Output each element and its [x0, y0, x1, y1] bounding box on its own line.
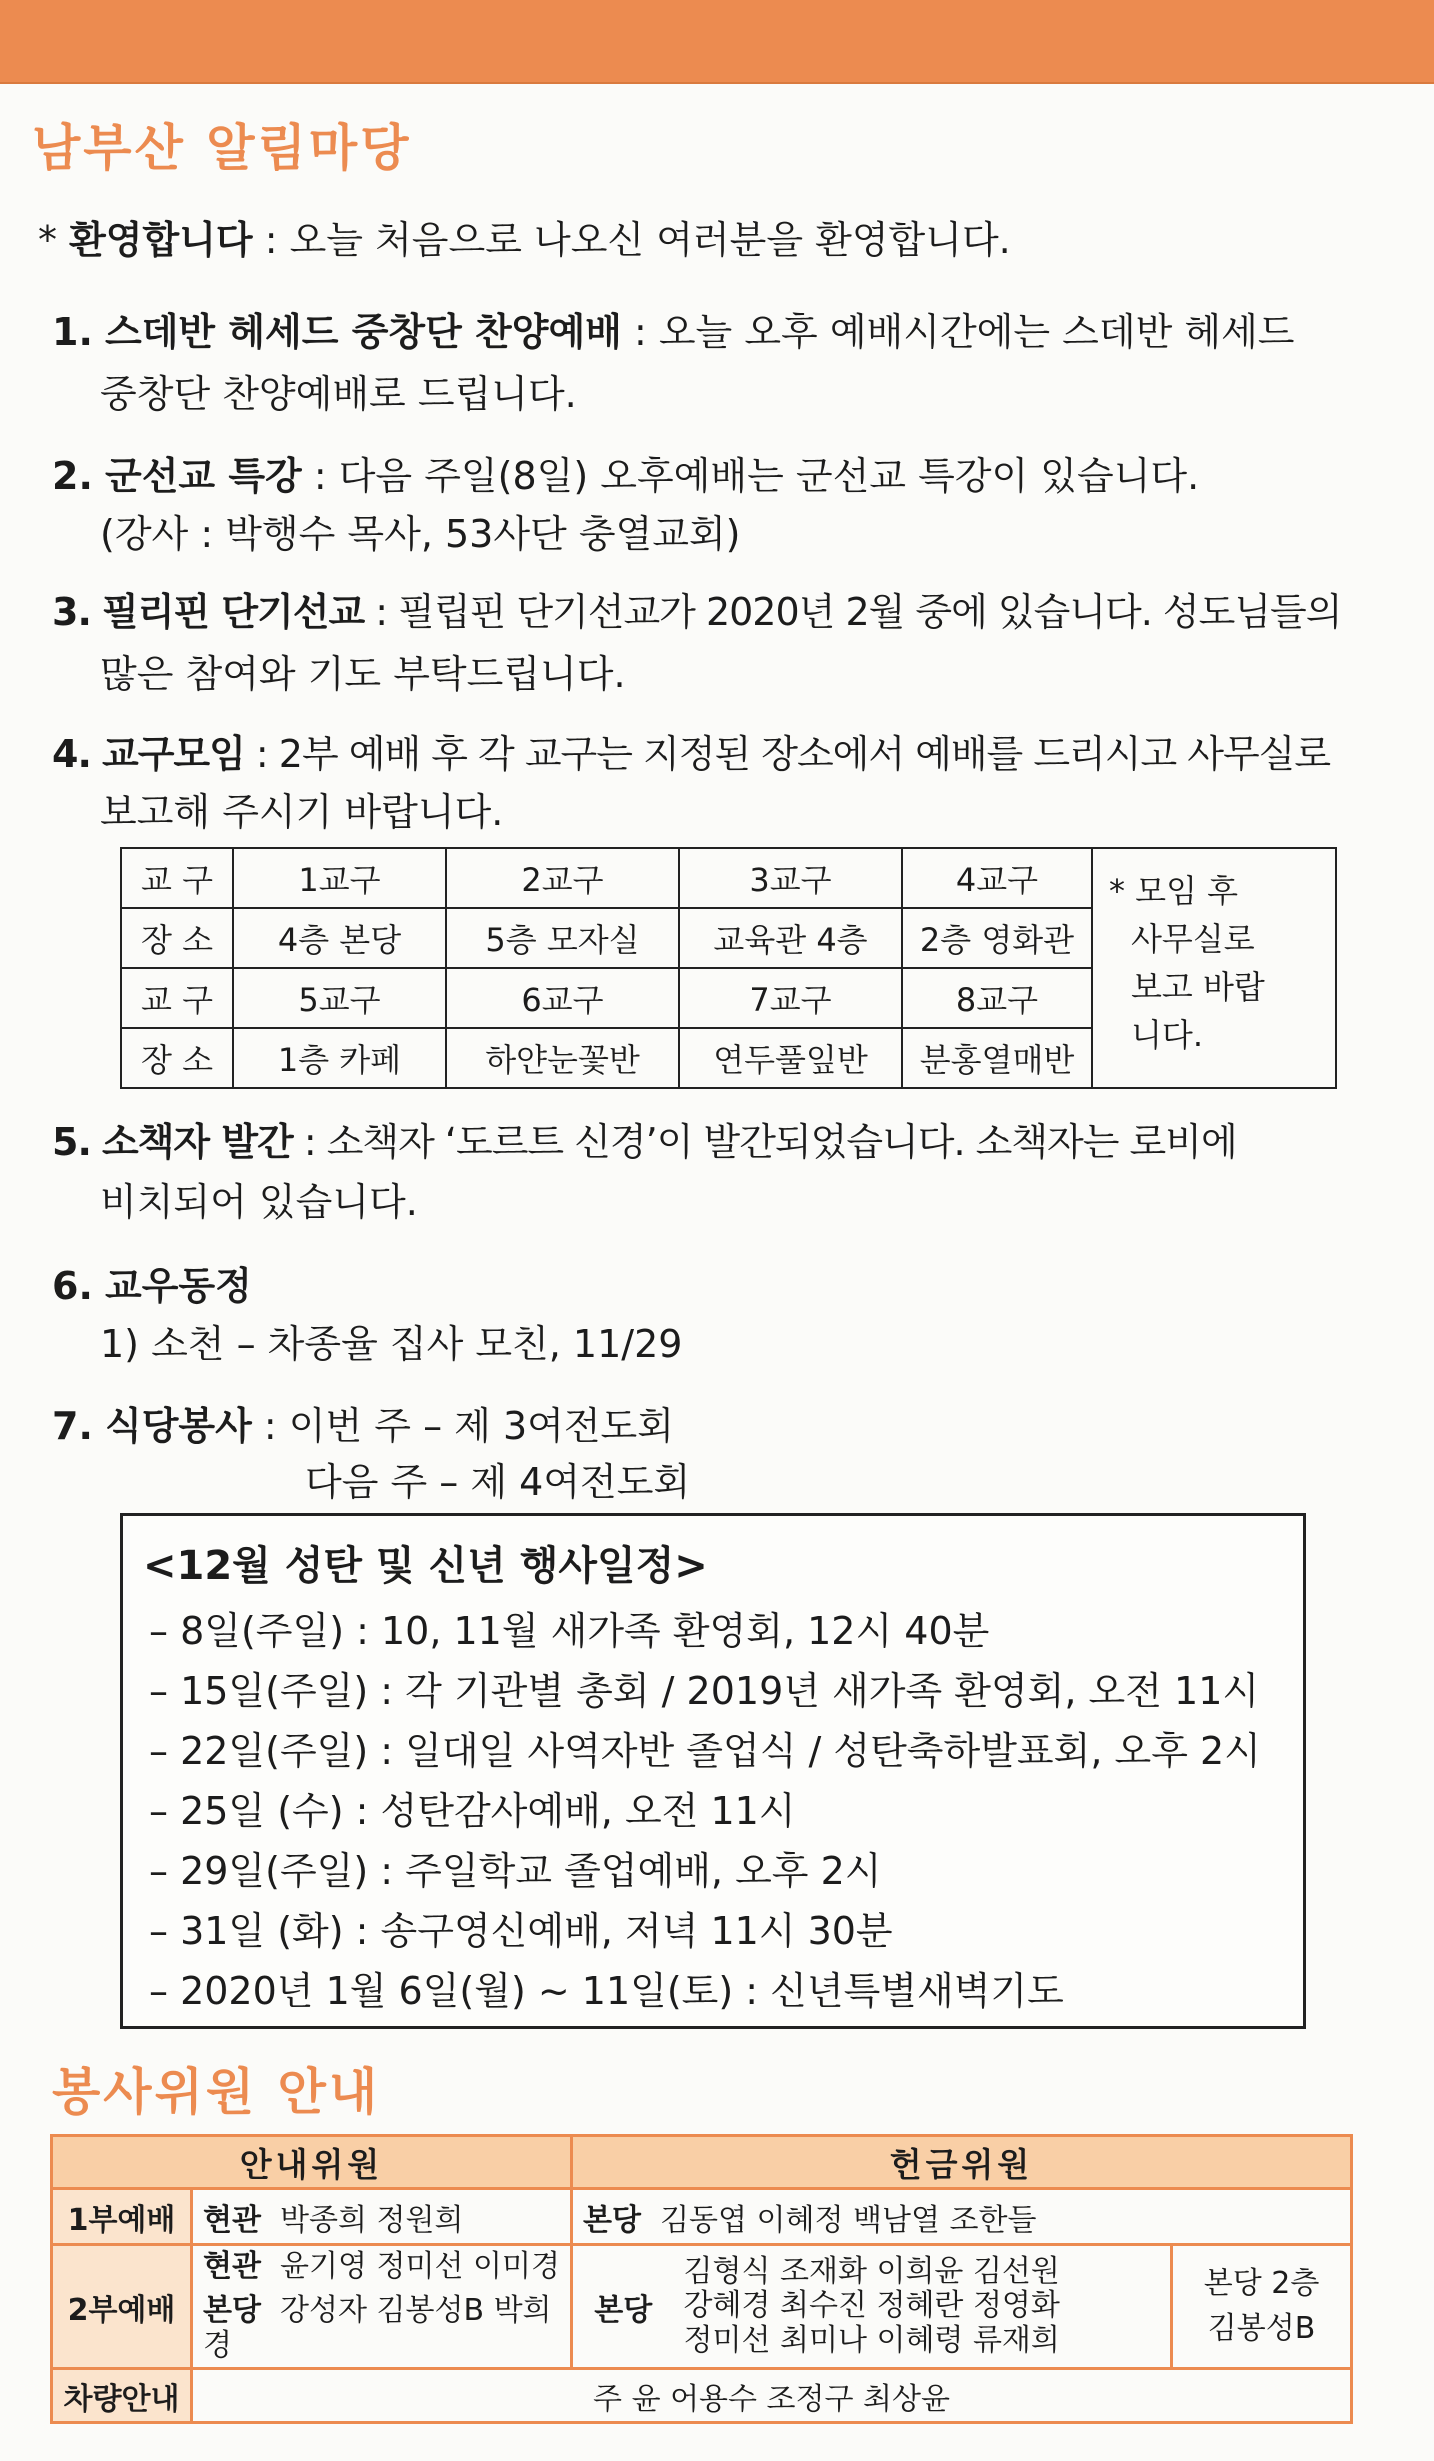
item-text: : 소책자 ‘도르트 신경’이 발간되었습니다. 소책자는 로비에: [292, 1120, 1237, 1164]
schedule-row: – 22일(주일) : 일대일 사역자반 졸업식 / 성탄축하발표회, 오후 2시: [149, 1729, 1261, 1773]
table-row: [121, 848, 1336, 908]
table-cell: 교 구: [121, 848, 233, 908]
welcome-label: 환영합니다: [69, 218, 253, 262]
announcements-title: 남부산 알림마당: [32, 119, 412, 177]
notice-item-7: [52, 1404, 674, 1450]
note-line: 사무실로: [1131, 920, 1255, 958]
names: 박종희 정원희: [280, 2202, 464, 2238]
item-label: 식당봉사: [104, 1404, 252, 1448]
schedule-title: <12월 성탄 및 신년 행사일정>: [143, 1543, 708, 1589]
location-label: 현관: [203, 2202, 261, 2238]
table-cell: 4교구: [902, 848, 1092, 908]
table-row: [52, 2136, 1352, 2189]
schedule-row: – 29일(주일) : 주일학교 졸업예배, 오후 2시: [149, 1849, 882, 1893]
item-number: 6.: [52, 1264, 93, 1308]
note-line: 보고 바랍: [1131, 968, 1265, 1006]
volunteers-title: 봉사위원 안내: [52, 2063, 381, 2121]
notice-item-7-cont: 다음 주 – 제 4여전도회: [305, 1460, 691, 1504]
note-line: 니다.: [1131, 1016, 1203, 1054]
names: 김동엽 이혜정 백남열 조한들: [660, 2202, 1037, 2238]
welcome-line: [38, 218, 1011, 264]
ushers-header: 안내위원: [52, 2136, 572, 2189]
item-text: : 이번 주 – 제 3여전도회: [251, 1404, 674, 1448]
item-text: : 필립핀 단기선교가 2020년 2월 중에 있습니다. 성도님들의: [364, 590, 1342, 634]
table-cell: 장 소: [121, 908, 233, 968]
service2-offering-loc: 본당: [572, 2245, 674, 2369]
item-label: 교우동정: [104, 1264, 252, 1308]
parish-location-table: [120, 847, 1337, 1089]
table-cell: 3교구: [679, 848, 902, 908]
item-number: 1.: [52, 310, 93, 354]
notice-item-3-cont: 많은 참여와 기도 부탁드립니다.: [100, 652, 626, 696]
schedule-box: [120, 1513, 1306, 2029]
parish-note: [1092, 848, 1336, 1088]
item-number: 7.: [52, 1404, 93, 1448]
location-label: 본당 2층: [1203, 2266, 1320, 2301]
table-cell: 4층 본당: [233, 908, 446, 968]
schedule-row: – 25일 (수) : 성탄감사예배, 오전 11시: [149, 1789, 796, 1833]
table-cell: 하얀눈꽃반: [446, 1028, 679, 1088]
notice-item-3: [52, 590, 1341, 636]
table-row: [52, 2245, 1352, 2369]
table-row: [52, 2369, 1352, 2423]
table-cell: 5층 모자실: [446, 908, 679, 968]
service1-ushers: [192, 2189, 572, 2245]
names: 정미선 최미나 이혜령 류재희: [683, 2322, 1060, 2358]
names: 김형식 조재화 이희윤 김선원: [683, 2253, 1060, 2289]
table-cell: 7교구: [679, 968, 902, 1028]
location-label: 본당: [583, 2202, 641, 2238]
table-cell: 2층 영화관: [902, 908, 1092, 968]
note-line: * 모임 후: [1109, 872, 1239, 910]
item-text: : 오늘 오후 예배시간에는 스데반 헤세드: [621, 310, 1295, 354]
item-number: 5.: [52, 1120, 91, 1164]
welcome-text: : 오늘 처음으로 나오신 여러분을 환영합니다.: [252, 218, 1011, 262]
schedule-row: – 2020년 1월 6일(월) ~ 11일(토) : 신년특별새벽기도: [149, 1969, 1064, 2013]
table-cell: 6교구: [446, 968, 679, 1028]
item-label: 필리핀 단기선교: [101, 590, 365, 634]
service2-label: 2부예배: [52, 2245, 192, 2369]
names: 김봉성B: [1207, 2310, 1316, 2346]
table-cell: 교육관 4층: [679, 908, 902, 968]
service2-ushers: [192, 2245, 572, 2369]
table-cell: 장 소: [121, 1028, 233, 1088]
item-label: 스데반 헤세드 중창단 찬양예배: [104, 310, 622, 354]
top-orange-band: [0, 0, 1434, 84]
service2-extra: [1172, 2245, 1352, 2369]
service1-label: 1부예배: [52, 2189, 192, 2245]
service2-offering: [674, 2245, 1172, 2369]
welcome-mark: *: [38, 218, 57, 262]
table-cell: 분홍열매반: [902, 1028, 1092, 1088]
schedule-row: – 31일 (화) : 송구영신예배, 저녁 11시 30분: [149, 1909, 893, 1953]
notice-item-2-cont: (강사 : 박행수 목사, 53사단 충열교회): [100, 512, 741, 556]
table-cell: 8교구: [902, 968, 1092, 1028]
item-text: : 다음 주일(8일) 오후예배는 군선교 특강이 있습니다.: [301, 454, 1200, 498]
notice-item-1-cont: 중창단 찬양예배로 드립니다.: [100, 372, 577, 416]
table-cell: 연두풀잎반: [679, 1028, 902, 1088]
table-cell: 1층 카페: [233, 1028, 446, 1088]
notice-item-4-cont: 보고해 주시기 바랍니다.: [100, 790, 504, 834]
names: 윤기영 정미선 이미경: [280, 2248, 560, 2284]
item-text: : 2부 예배 후 각 교구는 지정된 장소에서 예배를 드리시고 사무실로: [244, 732, 1331, 776]
item-label: 교구모임: [101, 732, 245, 776]
volunteer-table: [50, 2134, 1353, 2424]
item-number: 3.: [52, 590, 91, 634]
item-number: 2.: [52, 454, 93, 498]
offering-header: 헌금위원: [572, 2136, 1352, 2189]
schedule-row: – 8일(주일) : 10, 11월 새가족 환영회, 12시 40분: [149, 1609, 990, 1653]
notice-item-5-cont: 비치되어 있습니다.: [100, 1180, 418, 1224]
names: 강성자 김봉성B 박희경: [203, 2293, 552, 2363]
service1-offering: [572, 2189, 1352, 2245]
item-number: 4.: [52, 732, 91, 776]
notice-item-6: [52, 1264, 252, 1310]
parking-label: 차량안내: [52, 2369, 192, 2423]
table-cell: 1교구: [233, 848, 446, 908]
item-label: 군선교 특강: [104, 454, 302, 498]
notice-item-2: [52, 454, 1199, 500]
item-label: 소책자 발간: [101, 1120, 293, 1164]
notice-item-6-cont: 1) 소천 – 차종율 집사 모친, 11/29: [100, 1322, 683, 1366]
table-cell: 5교구: [233, 968, 446, 1028]
table-cell: 2교구: [446, 848, 679, 908]
notice-item-1: [52, 310, 1295, 356]
location-label: 본당: [203, 2293, 261, 2329]
location-label: 현관: [203, 2248, 261, 2284]
notice-item-5: [52, 1120, 1237, 1166]
names: 강혜경 최수진 정혜란 정영화: [683, 2288, 1060, 2324]
table-cell: 교 구: [121, 968, 233, 1028]
notice-item-4: [52, 732, 1330, 778]
schedule-row: – 15일(주일) : 각 기관별 총회 / 2019년 새가족 환영회, 오전 11시: [149, 1669, 1260, 1713]
parking-names: 주 윤 어용수 조정구 최상윤: [192, 2369, 1352, 2423]
table-row: [52, 2189, 1352, 2245]
